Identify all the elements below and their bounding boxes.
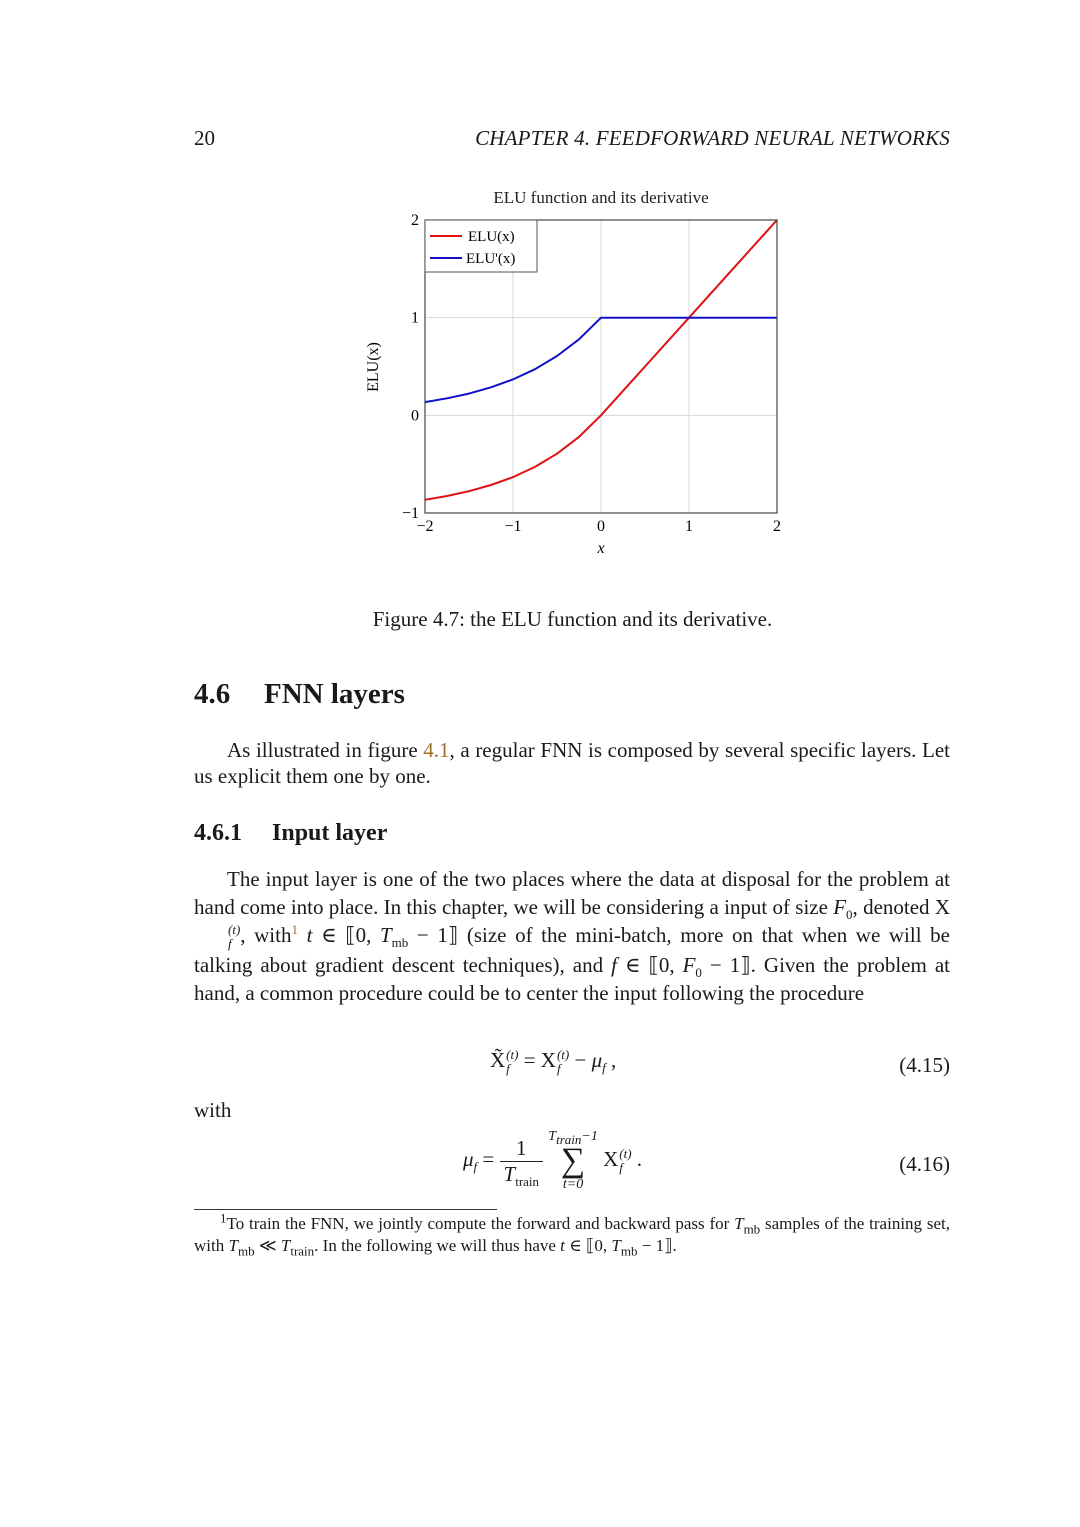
subsection-title: Input layer xyxy=(272,820,388,846)
body-text: , denoted xyxy=(852,895,935,919)
running-head: CHAPTER 4. FEEDFORWARD NEURAL NETWORKS xyxy=(475,126,950,150)
x-tick-label: 2 xyxy=(773,518,781,535)
footnote-text: To train the FNN, we jointly compute the forward and backward pass for xyxy=(226,1214,735,1233)
x-axis-label: x xyxy=(597,540,605,557)
input-layer-paragraph: The input layer is one of the two places where the data at disposal for the problem at hand come into place. In this chapter, we will be considering a input of size $F_0$, denoted X (t) f , with$^1$ t ∈ ⟦0, $T_{mb}$ − 1⟧ (size of the mini-batch, more on that when we will be talking about gradient descent techniques), and f ∈ ⟦0, $F_0$ − 1⟧. Given the problem at hand, a common procedure could be to center the input following the procedure xyxy=(194,867,950,1006)
page-number: 20 xyxy=(194,126,215,150)
legend-label-elu: ELU(x) xyxy=(468,229,515,245)
legend-label-elu-derivative: ELU'(x) xyxy=(466,251,516,267)
footnote-text: . In the following we will thus have xyxy=(314,1236,561,1255)
section-title: FNN layers xyxy=(264,678,405,710)
section-intro xyxy=(194,737,950,789)
intro-text-cont: , a regular FNN is composed by several specific layers. Let us explicit them one by one. xyxy=(194,738,950,788)
x-tick-label: −1 xyxy=(504,518,522,535)
x-tick-label: 0 xyxy=(597,518,605,535)
body-text: . Given the problem at hand, a common procedure could be to center the input following the procedure xyxy=(194,953,950,1006)
section-heading xyxy=(194,678,405,711)
body-text: The input layer is one of the two places where the data at disposal for the problem at hand come into place. In this chapter, we will be considering a input of size xyxy=(194,867,950,919)
footnote-mark: 1 xyxy=(220,1210,227,1226)
footnote: $^1$To train the FNN, we jointly compute the forward and backward pass for $T_{mb}$ samples of the training set, with $T_{mb}$ ≪ $T_{train}$. In the following we will thus have t ∈ ⟦0, $T_{mb}$ − 1⟧. xyxy=(194,1210,950,1259)
y-tick-label: 1 xyxy=(411,309,419,327)
x-tick-label: 1 xyxy=(685,518,693,535)
x-tick-label: −2 xyxy=(416,518,434,535)
y-axis-label: ELU(x) xyxy=(365,342,382,392)
figure-ref-link[interactable]: 4.1 xyxy=(423,738,450,762)
legend xyxy=(425,220,537,272)
with-text: with xyxy=(194,1098,232,1122)
y-tick-label: −1 xyxy=(401,505,419,522)
y-tick-label: 2 xyxy=(411,212,419,229)
footnote-ref-link[interactable]: 1 xyxy=(291,922,298,937)
equation-4-16: $\mu_f$ = $\frac{1}{T_{train}}$ $T_{train}-1$ ∑ t=0 X (t) f . xyxy=(463,1129,643,1192)
equation-number: (4.16) xyxy=(899,1152,950,1176)
footnote-text: samples of the training set, with xyxy=(194,1214,950,1255)
equation-4-15: X̃ (t) f = X (t) f − $\mu_f$ , xyxy=(490,1047,617,1077)
body-text: , with xyxy=(240,923,292,947)
subsection-heading xyxy=(194,820,387,847)
chart-title: ELU function and its derivative xyxy=(493,188,709,207)
subsection-number: 4.6.1 xyxy=(194,820,242,846)
intro-text: As illustrated in figure xyxy=(227,738,424,762)
footnote-divider xyxy=(194,1209,497,1210)
figure-caption: Figure 4.7: the ELU function and its derivative. xyxy=(372,607,773,631)
elu-chart xyxy=(350,180,800,570)
body-text: (size of the mini-batch, more on that when we will be talking about gradient descent techniques), and xyxy=(194,923,950,978)
y-tick-label: 0 xyxy=(411,407,419,425)
equation-number: (4.15) xyxy=(899,1053,950,1077)
section-number: 4.6 xyxy=(194,678,231,710)
